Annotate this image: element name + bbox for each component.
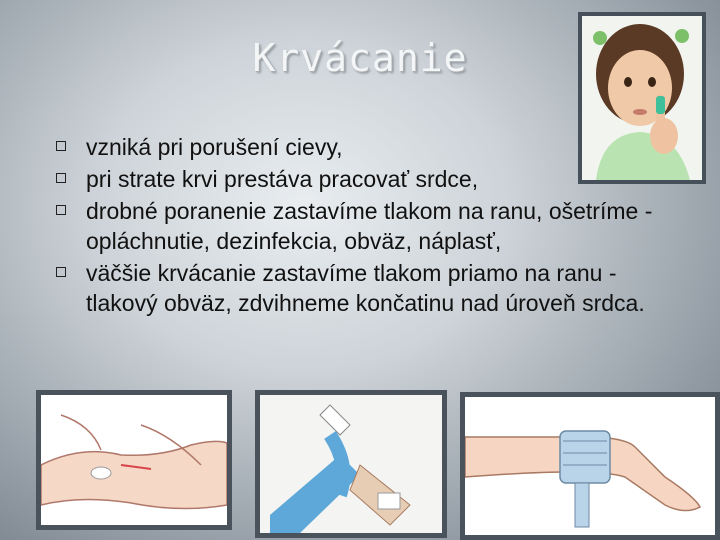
bullet-item: [56, 164, 676, 194]
bullet-list: [56, 132, 676, 320]
bandage: [656, 96, 665, 114]
bullet-square-icon: [56, 267, 66, 277]
bullet-square-icon: [56, 173, 66, 183]
bullet-square-icon: [56, 141, 66, 151]
wound-cleaning-illustration: [36, 390, 232, 530]
bullet-item: [56, 132, 676, 162]
hair-tie-right: [675, 29, 689, 43]
bullet-square-icon: [56, 205, 66, 215]
bandaging-illustration: [255, 390, 447, 538]
bullet-text: pri strate krvi prestáva pracovať srdce,: [86, 166, 479, 192]
bullet-text: drobné poranenie zastavíme tlakom na ranu, ošetríme - opláchnutie, dezinfekcia, obväz, náplasť,: [86, 198, 653, 254]
bullet-text: väčšie krvácanie zastavíme tlakom priamo na ranu - tlakový obväz, zdvihneme končatinu nad úroveň srdca.: [86, 260, 645, 316]
slide-title: Krvácanie: [252, 36, 468, 80]
bullet-item: [56, 258, 676, 318]
bullet-item: [56, 196, 676, 256]
raised-arm-illustration: [460, 392, 720, 540]
bullet-text: vzniká pri porušení cievy,: [86, 134, 343, 160]
bandaged-arm-drawing: [465, 397, 715, 535]
hands-cleaning-wound-drawing: [41, 395, 227, 525]
gloved-hands-bandaging-drawing: [260, 395, 442, 533]
hair-tie-left: [593, 31, 607, 45]
